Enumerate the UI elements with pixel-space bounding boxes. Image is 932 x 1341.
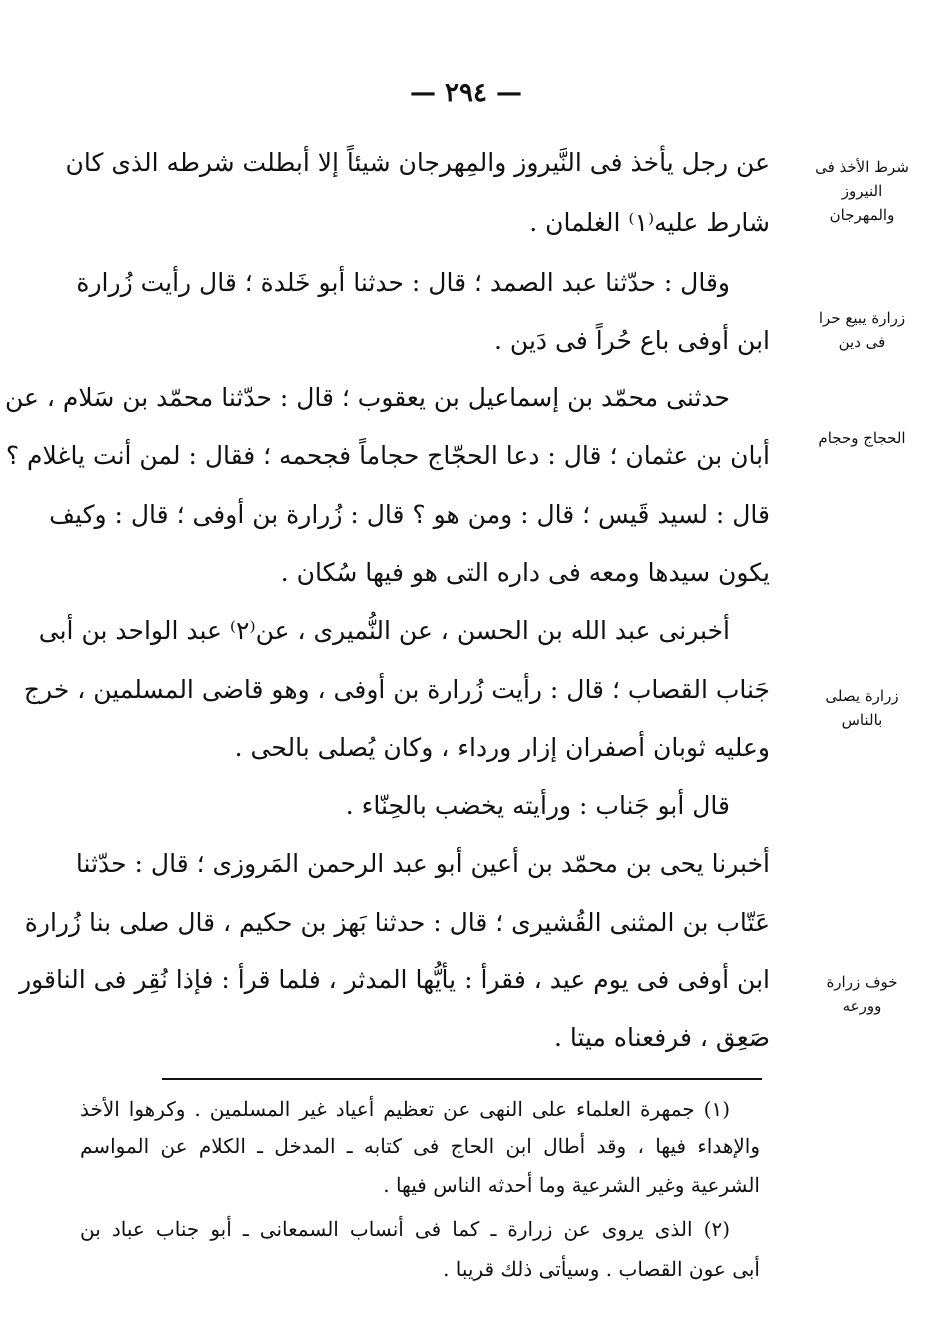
footnote-line: أبى عون القصاب . وسيأتى ذلك قريبا .	[443, 1257, 760, 1281]
footnote-line: الشرعية وغير الشرعية وما أحدثه الناس فيها .	[383, 1173, 760, 1197]
footnote-line: (١) جمهرة العلماء على النهى عن تعظيم أعياد غير المسلمين . وكرهوا الأخذ	[80, 1097, 730, 1121]
body-line: جَناب القصاب ؛ قال : رأيت زُرارة بن أوفى ، وهو قاضى المسلمين ، خرج	[23, 675, 770, 704]
margin-note-hajjaj: الحجاج وحجام	[818, 429, 906, 447]
body-line: وعليه ثوبان أصفران إزار ورداء ، وكان يُصلى بالحى .	[234, 733, 770, 762]
body-line: ابن أوفى فى يوم عيد ، فقرأ : يأيُّها المدثر ، فلما قرأ : فإذا نُقِر فى الناقور	[19, 965, 770, 994]
margin-note-zurara-sells: زرارة يبيع حرا فى دين	[818, 309, 906, 351]
body-line: حدثنى محمّد بن إسماعيل بن يعقوب ؛ قال : حدّثنا محمّد بن سَلام ، عن	[5, 383, 730, 412]
body-line: أخبرنا يحى بن محمّد بن أعين أبو عبد الرحمن المَروزى ؛ قال : حدّثنا	[75, 849, 770, 878]
margin-note-nowruz: شرط الأخذ فى النيروز والمهرجان	[815, 158, 909, 224]
footnote-divider	[162, 1078, 762, 1080]
margin-note-zurara-fear: خوف زرارة وورعه	[826, 973, 898, 1015]
margin-note-zurara-prays: زرارة يصلى بالناس	[825, 687, 899, 729]
body-line: ابن أوفى باع حُراً فى دَين .	[494, 326, 770, 355]
body-line: أبان بن عثمان ؛ قال : دعا الحجّاج حجاماً فجحمه ؛ فقال : لمن أنت ياغلام ؟	[5, 441, 770, 470]
body-line: وقال : حدّثنا عبد الصمد ؛ قال : حدثنا أبو خَلدة ؛ قال رأيت زُرارة	[76, 268, 730, 297]
body-line: أخبرنى عبد الله بن الحسن ، عن النُّميرى ، عن⁽٢⁾ عبد الواحد بن أبى	[38, 616, 730, 645]
body-line: قال : لسيد قَيس ؛ قال : ومن هو ؟ قال : زُرارة بن أوفى ؛ قال : وكيف	[49, 500, 770, 529]
body-line: صَعِق ، فرفعناه ميتا .	[553, 1023, 770, 1052]
body-line: شارط عليه⁽١⁾ الغلمان .	[529, 208, 770, 237]
body-line: عَتّاب بن المثنى القُشيرى ؛ قال : حدثنا بَهز بن حكيم ، قال صلى بنا زُرارة	[24, 908, 770, 937]
footnote-line: (٢) الذى يروى عن زرارة ـ كما فى أنساب السمعانى ـ أبو جناب عباد بن	[80, 1217, 730, 1241]
page-number: — ٢٩٤ —	[409, 78, 523, 108]
body-line: يكون سيدها ومعه فى داره التى هو فيها سُكان .	[280, 558, 770, 587]
footnote-line: والإهداء فيها ، وقد أطال ابن الحاج فى كتابه ـ المدخل ـ الكلام عن المواسم	[80, 1134, 760, 1158]
body-line: قال أبو جَناب : ورأيته يخضب بالحِنّاء .	[345, 791, 730, 820]
body-line: عن رجل يأخذ فى النَّيروز والمِهرجان شيئاً إلا أبطلت شرطه الذى كان	[65, 148, 770, 177]
